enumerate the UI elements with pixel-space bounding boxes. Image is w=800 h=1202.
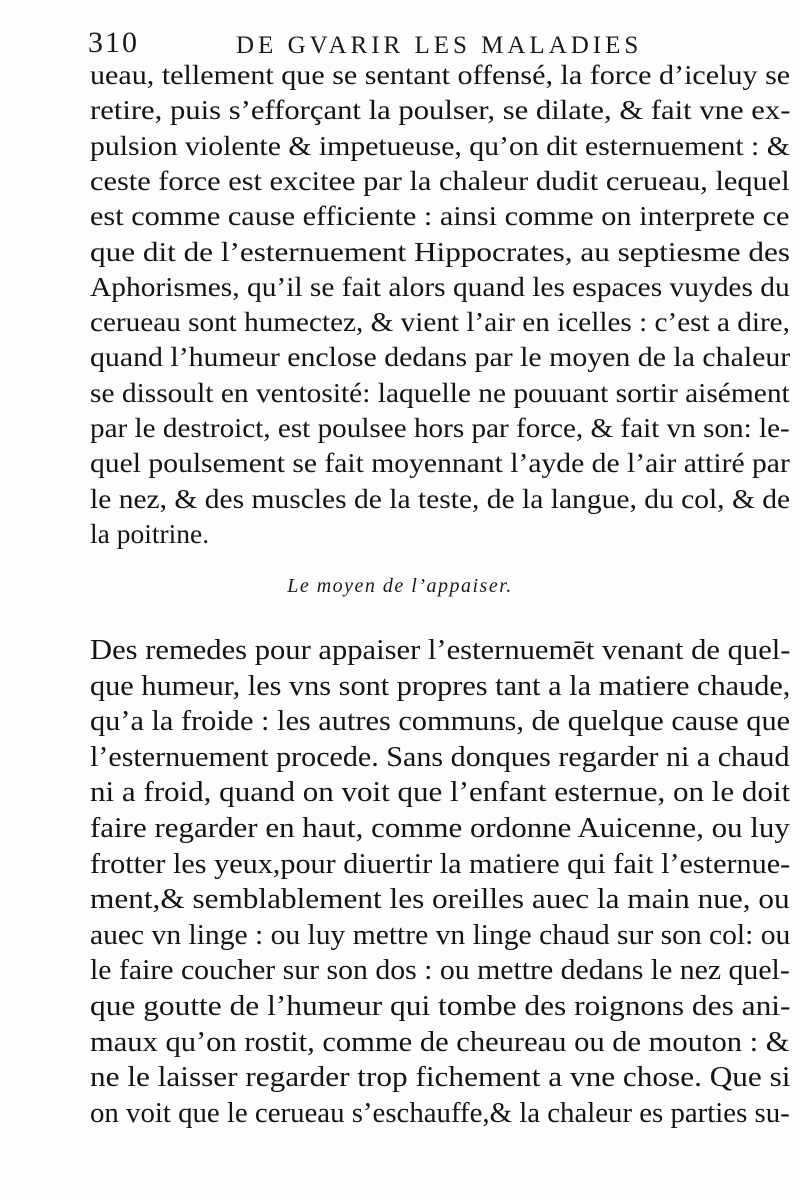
text-line: que dit de l’esternuement Hippocrates, au septiesme des bbox=[90, 235, 791, 267]
text-line: ment,& semblablement les oreilles auec la main nue, ou bbox=[90, 884, 790, 916]
running-head: DE GVARIR LES MALADIES bbox=[236, 32, 643, 59]
text-line: ceste force est excitee par la chaleur dudit cerueau, lequel bbox=[90, 164, 790, 196]
text-line: frotter les yeux,pour diuertir la matiere qui fait l’esternue- bbox=[90, 848, 791, 880]
text-line: quel poulsement se fait moyennant l’ayde de l’air attiré par bbox=[90, 447, 790, 479]
text-line: se dissoult en ventosité: laquelle ne pouuant sortir aisément bbox=[90, 376, 790, 408]
text-line: par le destroict, est poulsee hors par force, & fait vn son: le- bbox=[90, 412, 790, 443]
text-line: Des remedes pour appaiser l’esternuemēt venant de quel- bbox=[90, 635, 791, 666]
text-line: le nez, & des muscles de la teste, de la langue, du col, & de bbox=[90, 482, 791, 514]
text-line: est comme cause efficiente : ainsi comme on interprete ce bbox=[90, 200, 790, 232]
text-line: auec vn linge : ou luy mettre vn linge chaud sur son col: ou bbox=[90, 919, 791, 951]
text-line: quand l’humeur enclose dedans par le moyen de la chaleur bbox=[90, 341, 791, 373]
text-line: ueau, tellement que se sentant offensé, la force d’iceluy se bbox=[90, 59, 791, 90]
page-number: 310 bbox=[88, 26, 139, 59]
text-line: Aphorismes, qu’il se fait alors quand les espaces vuydes du bbox=[90, 270, 790, 302]
section-subheading: Le moyen de l’appaiser. bbox=[287, 575, 513, 597]
text-line: cerueau sont humectez, & vient l’air en icelles : c’est a dire, bbox=[90, 306, 790, 338]
text-line: on voit que le cerueau s’eschauffe,& la chaleur es parties su- bbox=[90, 1097, 790, 1129]
text-line: maux qu’on rostit, comme de cheureau ou de mouton : & bbox=[90, 1026, 790, 1058]
text-line: le faire coucher sur son dos : ou mettre dedans le nez quel- bbox=[90, 955, 790, 987]
text-line: faire regarder en haut, comme ordonne Auicenne, ou luy bbox=[90, 813, 790, 844]
text-line: ni a froid, quand on voit que l’enfant esternue, on le doit bbox=[90, 777, 791, 809]
text-line: qu’a la froide : les autres communs, de quelque cause que bbox=[90, 706, 791, 738]
text-line: pulsion violente & impetueuse, qu’on dit esternuement : & bbox=[90, 129, 790, 161]
text-line: que goutte de l’humeur qui tombe des roignons des ani- bbox=[90, 991, 791, 1022]
text-line: ne le laisser regarder trop fichement a vne chose. Que si bbox=[90, 1062, 791, 1094]
text-line: l’esternuement procede. Sans donques regarder ni a chaud bbox=[90, 741, 790, 773]
text-line: la poitrine. bbox=[90, 517, 210, 549]
text-line: que humeur, les vns sont propres tant a la matiere chaude, bbox=[90, 670, 791, 702]
text-line: retire, puis s’efforçant la poulser, se dilate, & fait vne ex- bbox=[90, 94, 791, 126]
